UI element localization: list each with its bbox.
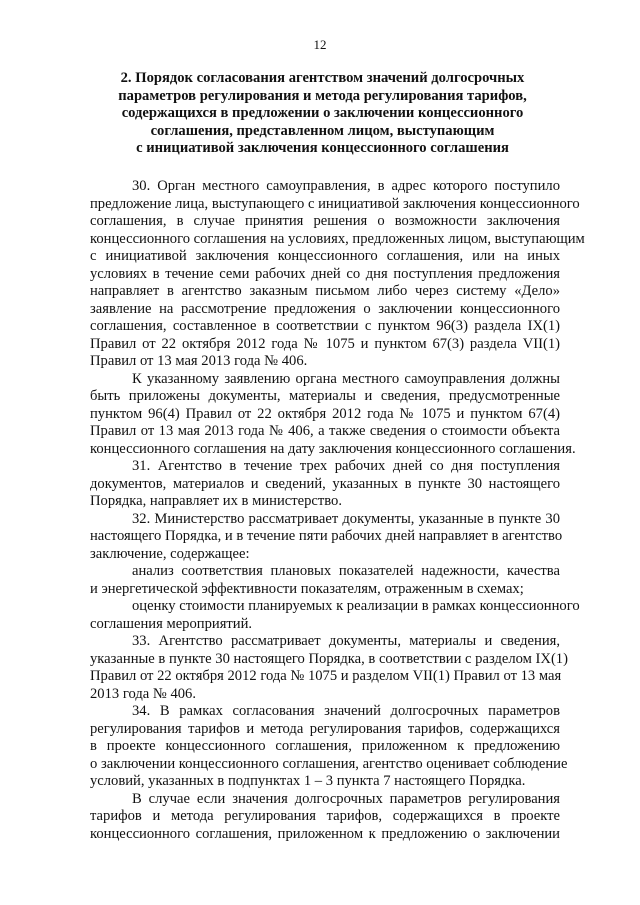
text-line: быть приложены документы, материалы и сведения, предусмотренные xyxy=(90,388,560,404)
paragraph xyxy=(90,178,585,371)
text-line: Правил от 22 октября 2012 года № 1075 и разделом VII(1) Правил от 13 мая xyxy=(90,668,562,684)
text-line: оценку стоимости планируемых к реализации в рамках концессионного xyxy=(132,598,580,614)
text-line: 31. Агентство в течение трех рабочих дней со дня поступления xyxy=(132,458,560,474)
page-number: 12 xyxy=(313,37,327,52)
paragraph xyxy=(90,598,580,633)
text-line: Правил от 22 октября 2012 года № 1075 и пунктом 67(3) раздела VII(1) xyxy=(90,335,560,352)
paragraph xyxy=(90,791,560,844)
text-line: и энергетической эффективности показателям, отраженным в схемах; xyxy=(90,580,524,597)
text-line: направляет в агентство заказным письмом либо через систему «Дело» xyxy=(90,283,560,299)
text-line: соглашения, в случае принятия решения о возможности заключения xyxy=(90,213,560,229)
heading-line: параметров регулирования и метода регулирования тарифов, xyxy=(118,87,527,104)
heading-line: с инициативой заключения концессионного соглашения xyxy=(136,140,509,156)
text-line: заключение, содержащее: xyxy=(90,545,250,562)
text-line: 33. Агентство рассматривает документы, материалы и сведения, xyxy=(132,633,560,649)
text-line: концессионного соглашения, приложенном к предложению о заключении xyxy=(90,825,560,842)
text-line: 32. Министерство рассматривает документы, указанные в пункте 30 xyxy=(132,510,560,527)
paragraph xyxy=(90,633,568,703)
text-line: с инициативой заключения концессионного соглашения, или на иных xyxy=(90,248,560,264)
text-line: концессионного соглашения на дату заключения концессионного соглашения. xyxy=(90,440,576,457)
section-heading xyxy=(100,70,545,158)
paragraph xyxy=(90,458,560,511)
text-line: Порядка, направляет их в министерство. xyxy=(90,493,342,509)
text-line: анализ соответствия плановых показателей надежности, качества xyxy=(132,563,560,579)
text-line: 2013 года № 406. xyxy=(90,685,196,702)
heading-line: содержащихся в предложении о заключении концессионного xyxy=(121,105,524,121)
text-line: концессионного соглашения на условиях, предложенных лицом, выступающим xyxy=(90,230,585,247)
text-line: К указанному заявлению органа местного самоуправления должны xyxy=(132,370,560,387)
text-line: 30. Орган местного самоуправления, в адрес которого поступило xyxy=(132,178,560,194)
heading-line: 2. Порядок согласования агентством значений долгосрочных xyxy=(120,70,525,86)
text-line: соглашения, составленное в соответствии с пунктом 96(3) раздела IX(1) xyxy=(90,318,560,334)
text-line: настоящего Порядка, и в течение пяти рабочих дней направляет в агентство xyxy=(90,528,563,544)
text-line: соглашения мероприятий. xyxy=(90,615,253,632)
text-line: в проекте концессионного соглашения, приложенном к предложению xyxy=(90,738,560,754)
paragraph xyxy=(90,510,563,564)
text-line: условий, указанных в подпунктах 1 – 3 пункта 7 настоящего Порядка. xyxy=(90,773,526,789)
paragraph xyxy=(90,703,568,791)
text-line: предложение лица, выступающего с инициативой заключения концессионного xyxy=(90,195,580,212)
text-line: Правил от 13 мая 2013 года № 406, а также сведения о стоимости объекта xyxy=(90,423,560,439)
text-line: регулирования тарифов и метода регулирования тарифов, содержащихся xyxy=(90,720,560,737)
text-line: 34. В рамках согласования значений долгосрочных параметров xyxy=(132,703,560,719)
text-line: о заключении концессионного соглашения, агентство оценивает соблюдение xyxy=(90,755,568,772)
text-line: Правил от 13 мая 2013 года № 406. xyxy=(90,353,308,369)
text-line: указанные в пункте 30 настоящего Порядка, в соответствии с разделом IX(1) xyxy=(90,650,568,667)
heading-line: соглашения, представленном лицом, выступающим xyxy=(150,122,495,139)
document-body xyxy=(90,178,585,843)
text-line: тарифов и метода регулирования тарифов, содержащихся в проекте xyxy=(90,808,560,824)
paragraph xyxy=(90,563,560,598)
paragraph xyxy=(90,370,576,459)
text-line: документов, материалов и сведений, указанных в пункте 30 настоящего xyxy=(90,475,560,492)
text-line: В случае если значения долгосрочных параметров регулирования xyxy=(132,790,560,807)
text-line: пунктом 96(4) Правил от 22 октября 2012 года № 1075 и пунктом 67(4) xyxy=(90,405,560,422)
text-line: заявление на рассмотрение предложения о заключении концессионного xyxy=(90,300,560,317)
text-line: условиях в течение семи рабочих дней со дня поступления предложения xyxy=(90,265,560,282)
